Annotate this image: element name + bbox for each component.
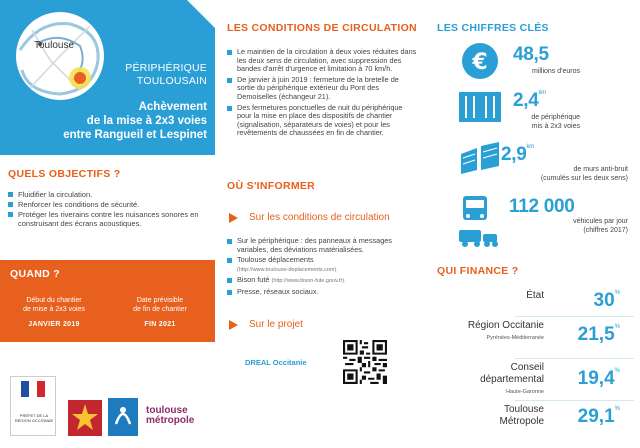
inform-list	[227, 237, 422, 299]
list-item: Le maintien de la circulation à deux voies réduites dans les deux sens de circulation, avec suppression des bandes d'arrêt d'urgence et limitation à 70 km/h.	[227, 48, 417, 74]
vehicles-icon	[459, 194, 501, 250]
finance-row-departement	[437, 362, 632, 396]
funder-name: Conseil départemental Haute-Garonne	[480, 362, 544, 395]
objectives-list	[8, 190, 208, 228]
right-column	[425, 0, 640, 448]
length-caption: de périphérique mis à 2x3 voies	[531, 114, 580, 130]
length-value: $2,4^{km}$	[513, 90, 546, 111]
arrow-right-icon	[229, 320, 238, 330]
euro-icon	[459, 42, 501, 80]
divider	[515, 400, 634, 401]
hero-headline-line1: Achèvement	[138, 101, 207, 113]
divider	[515, 358, 634, 359]
occitanie-cross-icon	[68, 400, 102, 436]
link-bison-fute[interactable]: (http://www.bison-fute.gouv.fr).	[271, 278, 346, 285]
bullet-square-icon	[227, 258, 232, 263]
list-item: Sur le périphérique : des panneaux à messages variables, des déviations matérialisées.	[227, 237, 422, 254]
funder-share: 19,4%	[577, 368, 620, 389]
corner-fold	[187, 0, 215, 28]
haute-garonne-icon	[108, 398, 138, 436]
hero-banner	[0, 0, 215, 155]
list-item: Protéger les riverains contre les nuisances sonores en construisant des écrans acoustiques.	[8, 210, 208, 228]
funder-share: 21,5%	[577, 324, 620, 345]
financing-title: QUI FINANCE ?	[437, 265, 519, 277]
map-city-label: Toulouse	[34, 40, 75, 51]
list-item: Bison futé (http://www.bison-fute.gouv.fr).	[227, 276, 422, 286]
prefet-text: PRÉFET DE LA RÉGION OCCITANIE	[14, 413, 54, 423]
finance-row-region	[437, 320, 632, 354]
bullet-square-icon	[227, 278, 232, 283]
funder-share: 30%	[593, 290, 620, 311]
arrow-right-icon	[229, 213, 238, 223]
road-lanes-icon	[459, 88, 501, 126]
noise-wall-icon	[459, 140, 501, 178]
left-column	[0, 0, 215, 448]
start-date-block: Début du chantier de mise à 2x3 voies JANVIER 2019	[4, 296, 104, 329]
end-date: FIN 2021	[144, 321, 176, 328]
traffic-info-subtitle: Sur les conditions de circulation	[249, 212, 390, 223]
bullet-square-icon	[8, 212, 13, 217]
traffic-value: 112 000	[509, 196, 575, 217]
divider	[515, 316, 634, 317]
start-date: JANVIER 2019	[28, 321, 80, 328]
funder-name: Région Occitanie Pyrénées-Méditerranée	[467, 320, 544, 341]
occitanie-logo	[68, 400, 102, 436]
finance-row-metropole	[437, 404, 632, 438]
schedule-title: QUAND ?	[10, 268, 60, 280]
traffic-caption: véhicules par jour (chiffres 2017)	[573, 218, 628, 234]
list-item: Renforcer les conditions de sécurité.	[8, 200, 208, 209]
hero-title-line1: PÉRIPHÉRIQUE	[125, 62, 207, 74]
funder-share: 29,1%	[577, 406, 620, 427]
qr-code-icon[interactable]	[343, 340, 387, 384]
objectives-section	[8, 168, 208, 229]
svg-text:€: €	[472, 50, 488, 75]
dreal-label: DREAL Occitanie	[245, 358, 307, 367]
haute-garonne-logo	[108, 398, 138, 436]
middle-column	[215, 0, 425, 448]
list-item: Presse, réseaux sociaux.	[227, 288, 422, 297]
budget-caption: millions d'euros	[531, 68, 580, 75]
partner-logos	[8, 372, 213, 442]
hero-title-line2: TOULOUSAIN	[136, 75, 207, 87]
bullet-square-icon	[8, 192, 13, 197]
bullet-square-icon	[227, 239, 232, 244]
conditions-title: LES CONDITIONS DE CIRCULATION	[227, 22, 417, 34]
list-item: Des fermetures ponctuelles de nuit du périphérique pour la mise en place des dispositifs de chantier (signalisation, séparateurs de voies) et pour les revêtements de chaussées en fin de chantier.	[227, 104, 417, 138]
budget-value: 48,5	[513, 44, 549, 65]
key-figures-title: LES CHIFFRES CLÉS	[437, 22, 549, 34]
list-item: Toulouse déplacements (http://www.toulouse-deplacements.com).	[227, 256, 422, 274]
hero-headline-line3: entre Rangueil et Lespinet	[63, 129, 207, 141]
finance-row-etat	[437, 290, 632, 324]
ring-road-map-icon	[10, 10, 110, 102]
bullet-square-icon	[227, 78, 232, 83]
bullet-square-icon	[227, 50, 232, 55]
french-flag-icon	[21, 381, 45, 397]
list-item: De janvier à juin 2019 : fermeture de la bretelle de sortie du périphérique extérieur du Pont des Demoiselles (échangeur 21).	[227, 76, 417, 102]
end-date-block: Date prévisible de fin de chantier FIN 2021	[110, 296, 210, 329]
list-item: Fluidifier la circulation.	[8, 190, 208, 199]
funder-name: Toulouse Métropole	[499, 404, 544, 427]
hero-headline-line2: de la mise à 2x3 voies	[86, 115, 207, 127]
hero-title	[125, 62, 207, 88]
hero-headline	[6, 100, 207, 142]
schedule-box	[0, 260, 215, 342]
walls-value: $2,9^{km}$	[501, 144, 534, 165]
inform-title: OÙ S'INFORMER	[227, 180, 316, 192]
funder-name: État	[526, 290, 544, 301]
bullet-square-icon	[227, 106, 232, 111]
link-toulouse-deplacements[interactable]: (http://www.toulouse-deplacements.com).	[237, 266, 338, 273]
conditions-list	[227, 48, 417, 140]
prefet-logo	[10, 376, 56, 436]
objectives-title: QUELS OBJECTIFS ?	[8, 168, 121, 180]
project-info-subtitle: Sur le projet	[249, 319, 303, 330]
walls-caption: de murs anti-bruit (cumulés sur les deux sens)	[540, 166, 628, 182]
toulouse-metropole-logo: toulouse métropole	[146, 405, 195, 426]
bullet-square-icon	[227, 290, 232, 295]
bullet-square-icon	[8, 202, 13, 207]
